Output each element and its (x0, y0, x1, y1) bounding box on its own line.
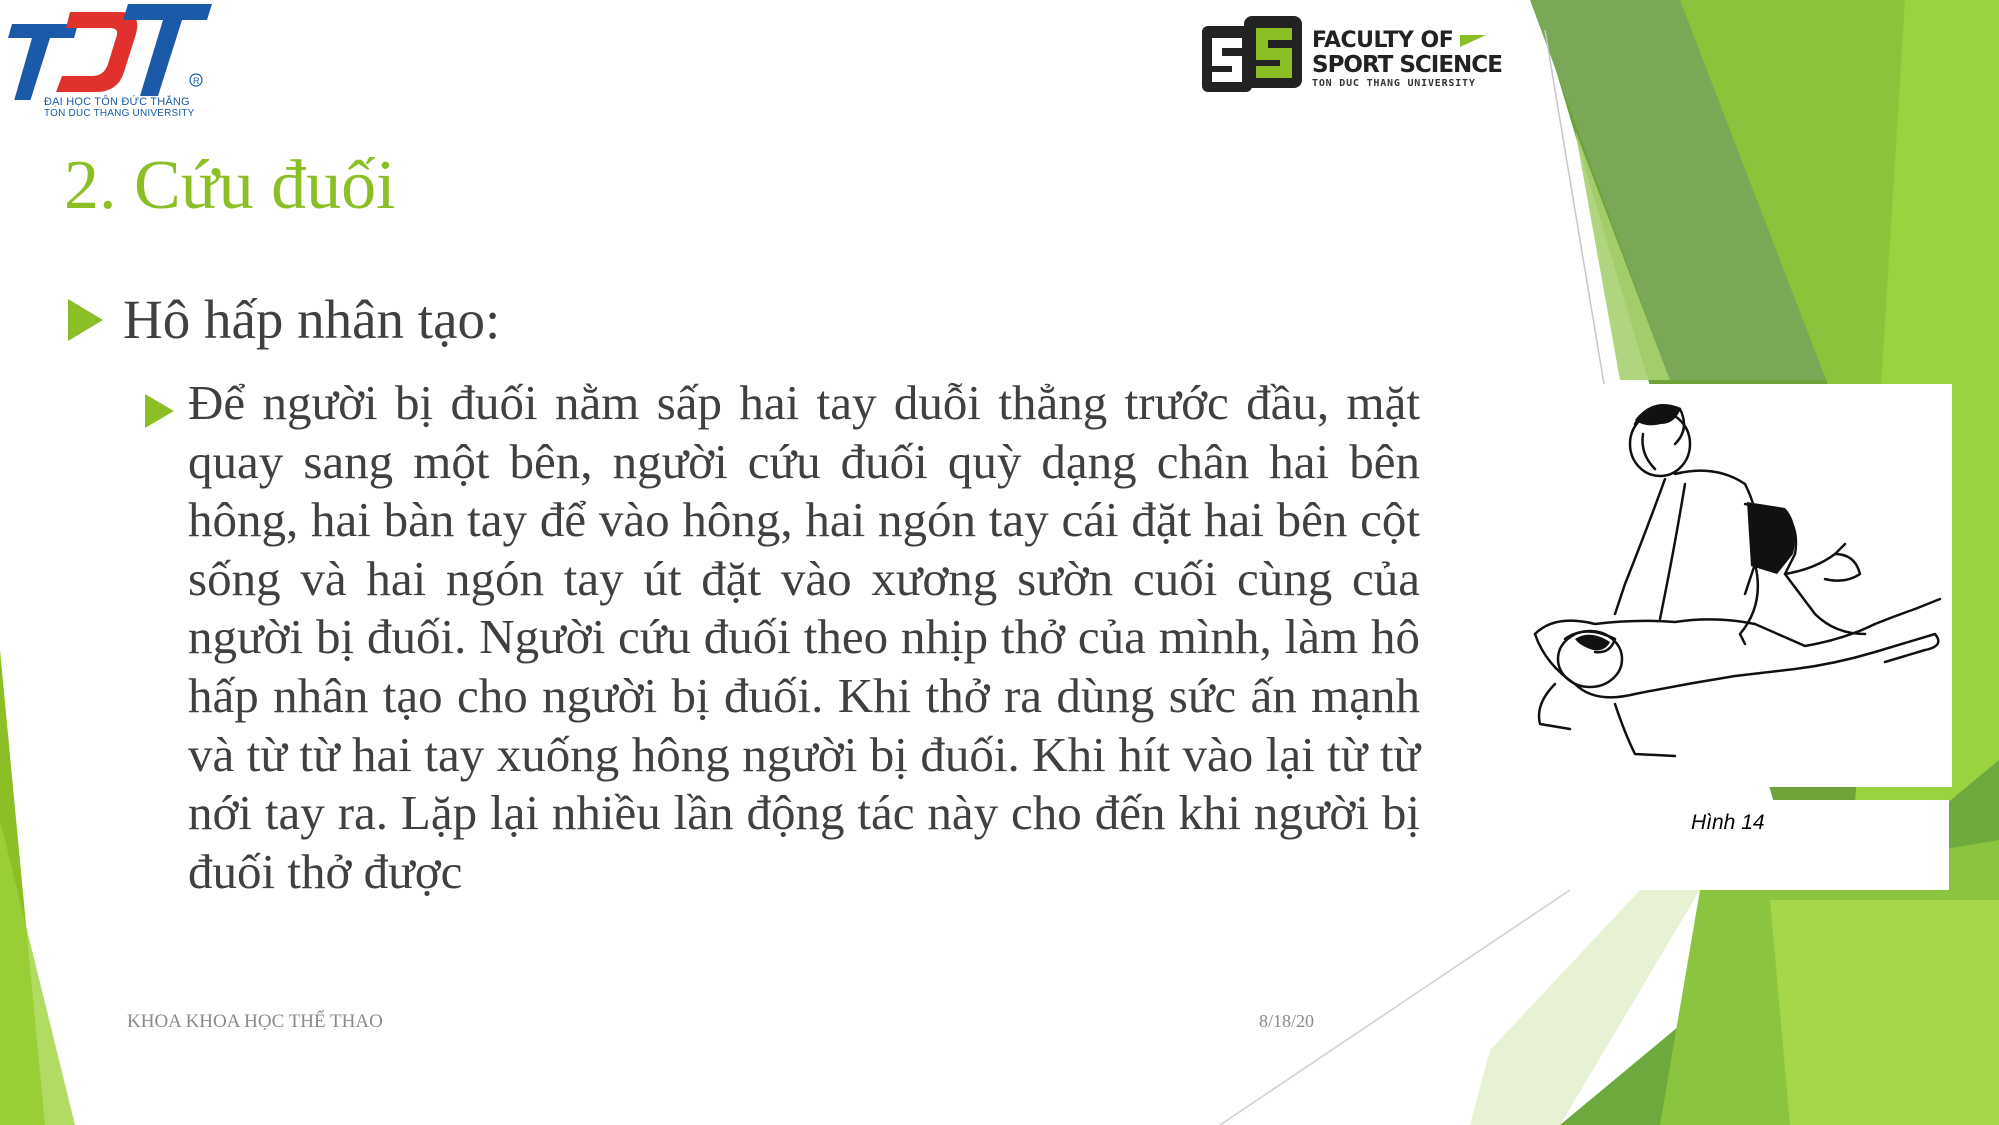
bullet-level2 (145, 374, 1420, 901)
university-name-vn: ĐẠI HỌC TÔN ĐỨC THẮNG (44, 96, 190, 108)
faculty-logo (1198, 12, 1508, 102)
slide-title: 2. Cứu đuối (64, 147, 396, 224)
figure-illustration (1515, 384, 1952, 787)
footer-faculty: KHOA KHOA HỌC THỂ THAO (127, 1011, 383, 1032)
faculty-name-line2: SPORT SCIENCE (1312, 52, 1502, 78)
svg-text:R: R (193, 76, 200, 86)
footer-date: 8/18/20 (1259, 1011, 1315, 1031)
caption-box (1601, 800, 1949, 890)
bullet-level1-text: Hô hấp nhân tạo: (123, 289, 501, 350)
faculty-university-line: TON DUC THANG UNIVERSITY (1312, 78, 1476, 89)
sport-science-emblem-icon (1198, 12, 1310, 102)
bullet-level2-text: Để người bị đuối nằm sấp hai tay duỗi thẳng trước đầu, mặt quay sang một bên, người cứu đuối quỳ dạng chân hai bên hông, hai bàn tay để vào hông, hai ngón tay cái đặt hai bên cột sống và hai ngón tay út đặt vào xương sườn cuối cùng của người bị đuối. Người cứu đuối theo nhịp thở của mình, làm hô hấp nhân tạo cho người bị đuối. Khi thở ra dùng sức ấn mạnh và từ từ hai tay xuống hông người bị đuối. Khi hít vào lại từ từ nới tay ra. Lặp lại nhiều lần động tác này cho đến khi người bị đuối thở được (188, 375, 1420, 899)
faculty-name-line1: FACULTY OF (1312, 28, 1486, 53)
bullet-level1 (68, 288, 500, 351)
tdt-logo-mark-icon (0, 0, 215, 100)
rescuer-illustration-icon (1515, 384, 1952, 787)
bullet-triangle-icon (68, 299, 103, 341)
figure-caption: Hình 14 (1691, 811, 1765, 834)
bullet-triangle-icon (145, 394, 174, 428)
university-name-en: TON DUC THANG UNIVERSITY (44, 108, 195, 119)
flag-icon (1460, 35, 1486, 47)
tdtu-logo (0, 0, 215, 122)
